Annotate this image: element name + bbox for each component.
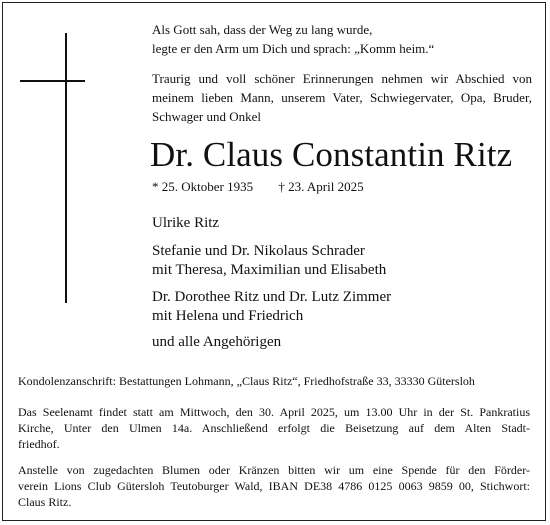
intro-line-3: Schwager und Onkel — [152, 109, 262, 124]
verse-line-2: legte er den Arm um Dich und sprach: „Komm heim.“ — [152, 41, 435, 56]
donation-line-2: verein Lions Club Gütersloh Teutoburger Wald, IBAN DE38 4786 0125 0063 9859 00, Stichwort: — [18, 479, 530, 493]
mourner-line: Stefanie und Dr. Nikolaus Schrader — [152, 243, 365, 259]
verse — [152, 20, 532, 58]
donation-line-3: Claus Ritz. — [18, 495, 72, 509]
mourner-group-3 — [152, 288, 391, 326]
mourner-line: Ulrike Ritz — [152, 215, 220, 231]
intro-line-2: meinem lieben Mann, unserem Vater, Schwiegervater, Opa, Bruder, — [152, 90, 532, 105]
mourner-line: mit Theresa, Maximilian und Elisabeth — [152, 262, 387, 278]
mourner-group-1 — [152, 214, 219, 233]
condolence-address — [18, 373, 530, 389]
life-dates — [152, 178, 364, 195]
mourner-line: und alle Angehörigen — [152, 334, 282, 350]
deceased-name: Dr. Claus Constantin Ritz — [150, 135, 513, 174]
mourner-line: mit Helena und Friedrich — [152, 308, 304, 324]
service-line-3: friedhof. — [18, 437, 60, 451]
mourner-group-4 — [152, 333, 281, 352]
mourner-line: Dr. Dorothee Ritz und Dr. Lutz Zimmer — [152, 289, 392, 305]
donation-line-1: Anstelle von zugedachten Blumen oder Kränzen bitten wir um eine Spende für den Förder- — [18, 463, 530, 477]
service-info — [18, 404, 530, 452]
service-line-2: Kirche, Unter den Ulmen 14a. Anschließend erfolgt die Beisetzung auf dem Alten Stadt- — [18, 421, 530, 435]
cross-vertical-bar — [65, 33, 67, 303]
death-date: † 23. April 2025 — [278, 179, 364, 194]
cross-icon — [20, 33, 85, 303]
birth-date: * 25. Oktober 1935 — [152, 179, 254, 194]
condolence-line: Kondolenzanschrift: Bestattungen Lohmann, „Claus Ritz“, Friedhofstraße 33, 33330 Gütersloh — [18, 374, 475, 388]
verse-line-1: Als Gott sah, dass der Weg zu lang wurde, — [152, 22, 373, 37]
donation-info — [18, 462, 530, 510]
intro-text — [152, 69, 532, 126]
mourner-group-2 — [152, 242, 386, 280]
cross-horizontal-bar — [20, 80, 85, 82]
service-line-1: Das Seelenamt findet statt am Mittwoch, den 30. April 2025, um 13.00 Uhr in der St. Pankratius — [18, 405, 530, 419]
intro-line-1: Traurig und voll schöner Erinnerungen nehmen wir Abschied von — [152, 71, 532, 86]
